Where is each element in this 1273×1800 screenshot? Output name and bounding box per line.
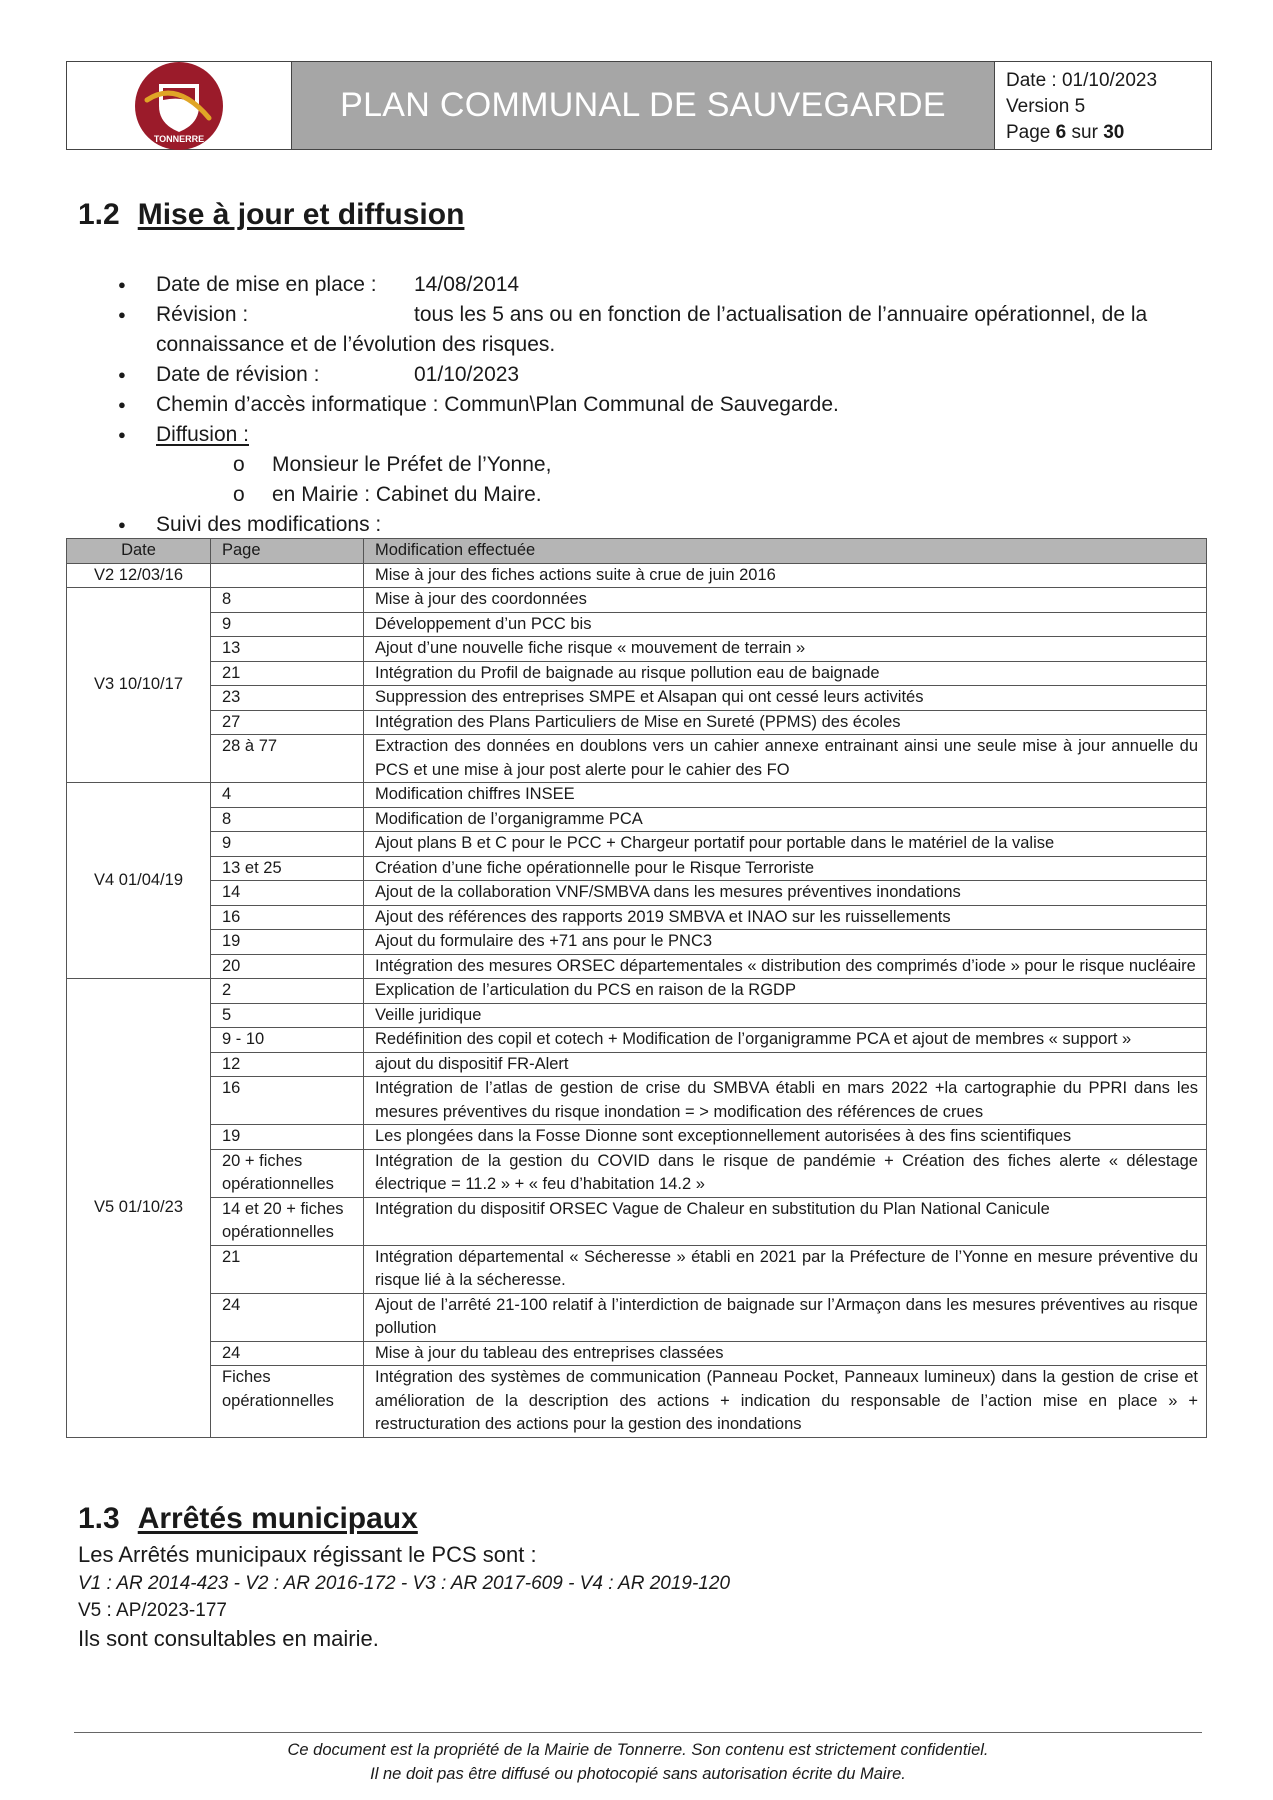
page-line: Page 6 sur 30 — [1006, 122, 1125, 143]
footer-line-1: Ce document est la propriété de la Mairie de Tonnerre. Son contenu est strictement confidentiel. — [287, 1741, 989, 1759]
modification-cell: Intégration des systèmes de communication (Panneau Pocket, Panneaux lumineux) dans la gestion de crise et amélioration de la description des actions + indication du responsable de l’action mise en place » + restructuration des actions pour la gestion des inondations — [364, 1366, 1207, 1438]
version-cell: V3 10/10/17 — [67, 588, 211, 783]
footer-line-2: Il ne doit pas être diffusé ou photocopié sans autorisation écrite du Maire. — [370, 1765, 906, 1783]
footer-divider — [74, 1732, 1202, 1733]
table-row — [67, 612, 1207, 637]
modification-cell: Ajout plans B et C pour le PCC + Chargeur portatif pour portable dans le matériel de la valise — [364, 832, 1207, 857]
table-row — [67, 661, 1207, 686]
version-cell: V4 01/04/19 — [67, 783, 211, 979]
section-heading-1-2: 1.2 Mise à jour et diffusion — [78, 198, 465, 231]
bullet-date-revision: ● Date de révision : 01/10/2023 — [78, 360, 1198, 390]
bullet-date-mise-en-place: ● Date de mise en place : 14/08/2014 — [78, 270, 1198, 300]
modification-cell: Explication de l’articulation du PCS en raison de la RGDP — [364, 979, 1207, 1004]
tonnerre-logo — [133, 60, 225, 152]
table-row — [67, 710, 1207, 735]
page-cell: 8 — [211, 588, 364, 613]
modification-cell: Création d’une fiche opérationnelle pour le Risque Terroriste — [364, 856, 1207, 881]
page-cell: 14 et 20 + fiches opérationnelles — [211, 1197, 364, 1245]
modification-cell: Ajout de l’arrêté 21-100 relatif à l’interdiction de baignade sur l’Armaçon dans les mesures préventives au risque pollution — [364, 1293, 1207, 1341]
version-line: Version 5 — [1006, 96, 1086, 117]
page-cell: 13 et 25 — [211, 856, 364, 881]
page-cell: 24 — [211, 1341, 364, 1366]
modifications-table — [66, 538, 1207, 1438]
document-header — [66, 61, 1212, 150]
header-modification: Modification effectuée — [364, 539, 1207, 564]
diffusion-item: o en Mairie : Cabinet du Maire. — [233, 483, 542, 506]
logo-cell — [67, 62, 292, 149]
table-row — [67, 832, 1207, 857]
page-cell: 12 — [211, 1052, 364, 1077]
table-row — [67, 686, 1207, 711]
version-cell: V5 01/10/23 — [67, 979, 211, 1438]
page-cell: 9 - 10 — [211, 1028, 364, 1053]
modification-cell: Intégration des Plans Particuliers de Mise en Sureté (PPMS) des écoles — [364, 710, 1207, 735]
page-cell: 27 — [211, 710, 364, 735]
date-line: Date : 01/10/2023 — [1006, 70, 1158, 91]
page-cell: 21 — [211, 1245, 364, 1293]
modification-cell: Intégration de l’atlas de gestion de crise du SMBVA établi en mars 2022 +la cartographie du PPRI dans les mesures préventives du risque inondation = > modification des références de crues — [364, 1077, 1207, 1125]
table-row — [67, 1003, 1207, 1028]
page-cell: 2 — [211, 979, 364, 1004]
page-cell: 23 — [211, 686, 364, 711]
page-cell: 20 + fiches opérationnelles — [211, 1149, 364, 1197]
page-cell: 5 — [211, 1003, 364, 1028]
modification-cell: Intégration du Profil de baignade au risque pollution eau de baignade — [364, 661, 1207, 686]
modification-cell: Les plongées dans la Fosse Dionne sont exceptionnellement autorisées à des fins scientifiques — [364, 1125, 1207, 1150]
modification-cell: Extraction des données en doublons vers un cahier annexe entrainant ainsi une seule mise à jour annuelle du PCS et une mise à jour post alerte pour le cahier des FO — [364, 735, 1207, 783]
modification-cell: Mise à jour des coordonnées — [364, 588, 1207, 613]
modification-cell: Intégration départemental « Sécheresse » établi en 2021 par la Préfecture de l’Yonne en mesure préventive du risque lié à la sécheresse. — [364, 1245, 1207, 1293]
modification-cell: Intégration de la gestion du COVID dans le risque de pandémie + Création des fiches alerte « délestage électrique = 11.2 » + « feu d’habitation 14.2 » — [364, 1149, 1207, 1197]
page-cell: 24 — [211, 1293, 364, 1341]
modification-cell: Redéfinition des copil et cotech + Modification de l’organigramme PCA et ajout de membres « support » — [364, 1028, 1207, 1053]
table-row — [67, 807, 1207, 832]
table-row — [67, 1341, 1207, 1366]
modification-cell: Veille juridique — [364, 1003, 1207, 1028]
page-cell — [211, 563, 364, 588]
page-cell: 21 — [211, 661, 364, 686]
modification-cell: Ajout d’une nouvelle fiche risque « mouvement de terrain » — [364, 637, 1207, 662]
page-cell: 20 — [211, 954, 364, 979]
table-row — [67, 1149, 1207, 1197]
page-cell: 28 à 77 — [211, 735, 364, 783]
modification-cell: Mise à jour des fiches actions suite à crue de juin 2016 — [364, 563, 1207, 588]
modification-cell: Intégration du dispositif ORSEC Vague de Chaleur en substitution du Plan National Canicule — [364, 1197, 1207, 1245]
page-cell: 19 — [211, 930, 364, 955]
version-cell: V2 12/03/16 — [67, 563, 211, 588]
page-cell: 16 — [211, 905, 364, 930]
table-row — [67, 1366, 1207, 1438]
table-row — [67, 1077, 1207, 1125]
table-row — [67, 783, 1207, 808]
bullet-revision: ● Révision : tous les 5 ans ou en fonction de l’actualisation de l’annuaire opérationnel, de la connaissance et de l’évolution des risques. — [78, 300, 1198, 360]
section-heading-1-3: 1.3 Arrêtés municipaux — [78, 1502, 418, 1535]
bullet-diffusion: ● Diffusion : — [78, 420, 1198, 450]
page-cell: 13 — [211, 637, 364, 662]
table-row — [67, 881, 1207, 906]
table-row — [67, 588, 1207, 613]
header-page: Page — [211, 539, 364, 564]
modification-cell: Développement d’un PCC bis — [364, 612, 1207, 637]
table-row — [67, 979, 1207, 1004]
diffusion-item: o Monsieur le Préfet de l’Yonne, — [233, 453, 552, 476]
arretes-block — [78, 1540, 730, 1654]
table-row — [67, 1125, 1207, 1150]
page-cell: 9 — [211, 612, 364, 637]
table-row — [67, 1245, 1207, 1293]
table-row — [67, 930, 1207, 955]
table-row — [67, 1028, 1207, 1053]
bullet-list — [78, 270, 1198, 540]
modification-cell: Modification de l’organigramme PCA — [364, 807, 1207, 832]
arretes-intro: Les Arrêtés municipaux régissant le PCS sont : — [78, 1542, 537, 1567]
table-row — [67, 1293, 1207, 1341]
modification-cell: Ajout des références des rapports 2019 SMBVA et INAO sur les ruissellements — [364, 905, 1207, 930]
page-total: 30 — [1103, 122, 1125, 143]
header-date: Date — [67, 539, 211, 564]
page-cell: 19 — [211, 1125, 364, 1150]
bullet-suivi: ● Suivi des modifications : — [78, 510, 1198, 540]
modification-cell: Ajout du formulaire des +71 ans pour le PNC3 — [364, 930, 1207, 955]
modification-cell: ajout du dispositif FR-Alert — [364, 1052, 1207, 1077]
table-row — [67, 1197, 1207, 1245]
table-row — [67, 637, 1207, 662]
page-footer — [74, 1738, 1202, 1786]
arretes-closing: Ils sont consultables en mairie. — [78, 1626, 379, 1651]
table-row — [67, 954, 1207, 979]
table-row — [67, 905, 1207, 930]
table-header-row — [67, 539, 1207, 564]
modification-cell: Modification chiffres INSEE — [364, 783, 1207, 808]
bullet-chemin: ● Chemin d’accès informatique : Commun\Plan Communal de Sauvegarde. — [78, 390, 1198, 420]
table-body — [67, 563, 1207, 1437]
arretes-list: V1 : AR 2014-423 - V2 : AR 2016-172 - V3 : AR 2017-609 - V4 : AR 2019-120 — [78, 1573, 731, 1594]
document-meta — [995, 62, 1211, 149]
arretes-v5: V5 : AP/2023-177 — [78, 1600, 227, 1621]
document-title: PLAN COMMUNAL DE SAUVEGARDE — [292, 62, 995, 149]
page-cell: Fiches opérationnelles — [211, 1366, 364, 1438]
modification-cell: Ajout de la collaboration VNF/SMBVA dans les mesures préventives inondations — [364, 881, 1207, 906]
page-cell: 8 — [211, 807, 364, 832]
modification-cell: Mise à jour du tableau des entreprises classées — [364, 1341, 1207, 1366]
page-cell: 16 — [211, 1077, 364, 1125]
modification-cell: Suppression des entreprises SMPE et Alsapan qui ont cessé leurs activités — [364, 686, 1207, 711]
page-cell: 14 — [211, 881, 364, 906]
modification-cell: Intégration des mesures ORSEC départementales « distribution des comprimés d’iode » pour le risque nucléaire — [364, 954, 1207, 979]
table-row — [67, 563, 1207, 588]
svg-text:TONNERRE: TONNERRE — [153, 133, 205, 144]
table-row — [67, 735, 1207, 783]
page-cell: 4 — [211, 783, 364, 808]
page-number: 6 — [1055, 122, 1067, 143]
table-row — [67, 1052, 1207, 1077]
page-cell: 9 — [211, 832, 364, 857]
table-row — [67, 856, 1207, 881]
